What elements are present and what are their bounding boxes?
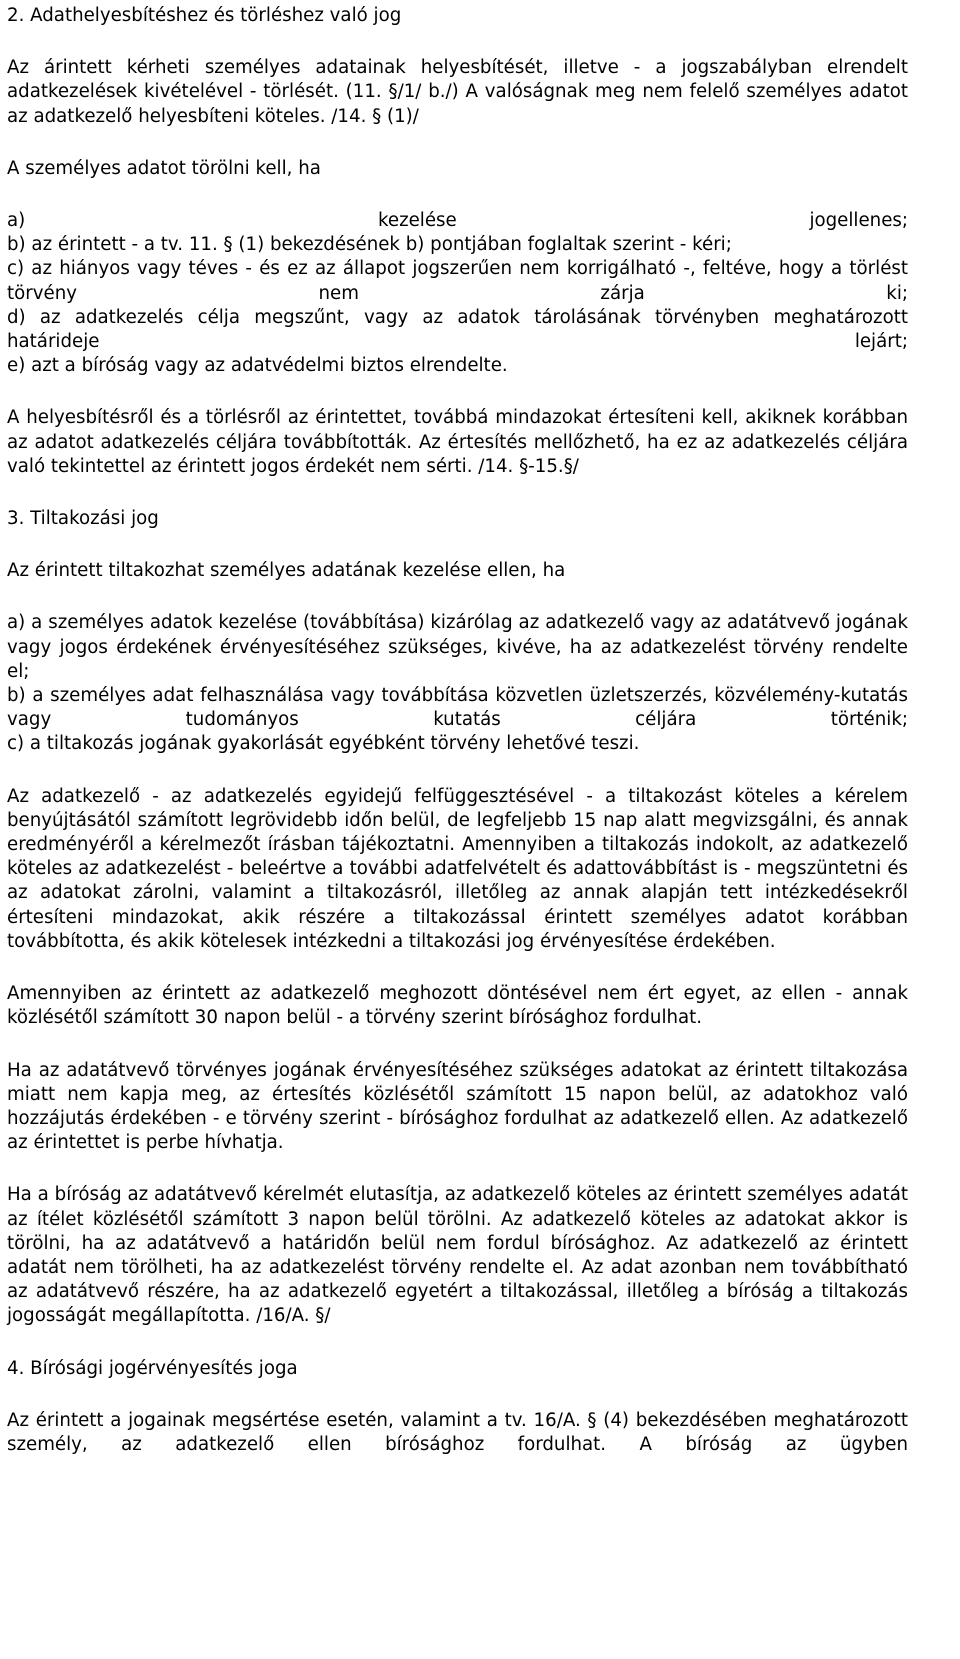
section-2-paragraph-3: A helyesbítésről és a törlésről az érintettet, továbbá mindazokat értesíteni kell, akiknek korábban az adatot adatkezelés céljára továbbították. Az értesítés mellőzhető, ha ez az adatkezelés céljára való tekintettel az érintett jogos érdekét nem sérti. /14. §-15.§/ [7,407,908,477]
section-3-paragraph-3: Amennyiben az érintett az adatkezelő meghozott döntésével nem ért egyet, az ellen - annak közlésétől számított 30 napon belül - a törvény szerint bírósághoz fordulhat. [7,983,908,1029]
section-3-paragraph-4: Ha az adatátvevő törvényes jogának érvényesítéséhez szükséges adatokat az érintett tiltakozása miatt nem kapja meg, az értesítés közlésétől számított 15 napon belül, az adatokhoz való hozzájutás érdekében - e törvény szerint - bírósághoz fordulhat az adatkezelő ellen. Az adatkezelő az érintettet is perbe hívhatja. [7,1059,908,1154]
section-2-paragraph-1: Az árintett kérheti személyes adatainak helyesbítését, illetve - a jogszabályban elrendelt adatkezelések kivételével - törlését. (11. §/1/ b./) A valóságnak meg nem felelő személyes adatot az adatkezelő helyesbíteni köteles. /14. § (1)/ [7,57,908,127]
section-4-paragraph-1: Az érintett a jogainak megsértése esetén, valamint a tv. 16/A. § (4) bekezdésében meghatározott személy, az adatkezelő ellen bírósághoz fordulhat. A bíróság az ügyben [7,1409,908,1455]
section-2-heading: 2. Adathelyesbítéshez és törléshez való jog [7,5,402,26]
section-3-paragraph-1: Az érintett tiltakozhat személyes adatának kezelése ellen, ha [7,560,566,582]
deletion-conditions-list [7,209,908,378]
list-item: e) azt a bíróság vagy az adatvédelmi biztos elrendelte. [7,355,508,377]
section-3-paragraph-5: Ha a bíróság az adatátvevő kérelmét elutasítja, az adatkezelő köteles az érintett személyes adatát az ítélet közlésétől számított 3 napon belül törölni. Az adatkezelő köteles az adatokat akkor is törölni, ha az adatátvevő a határidőn belül nem fordul bírósághoz. Az adatkezelő az érintett adatát nem törölheti, ha az adatkezelést törvény rendelte el. Az adat azonban nem továbbítható az adatátvevő részére, ha az adatkezelő egyetért a tiltakozással, illetőleg a bíróság a tiltakozás jogosságát megállapította. /16/A. §/ [7,1184,908,1327]
list-item: d) az adatkezelés célja megszűnt, vagy az adatok tárolásának törvényben meghatározott határideje lejárt; [7,306,908,353]
section-3-heading: 3. Tiltakozási jog [7,508,159,530]
list-item: c) a tiltakozás jogának gyakorlását egyébként törvény lehetővé teszi. [7,733,640,755]
list-item: a) a személyes adatok kezelése (továbbítása) kizárólag az adatkezelő vagy az adatátvevő jogának vagy jogos érdekének érvényesítéséhez szükséges, kivéve, ha az adatkezelést törvény rendelte el; [7,612,908,682]
list-item: a) kezelése jogellenes; [7,210,908,232]
section-3-paragraph-2: Az adatkezelő - az adatkezelés egyidejű felfüggesztésével - a tiltakozást köteles a kérelem benyújtásától számított legrövidebb időn belül, de legfeljebb 15 nap alatt megvizsgálni, és annak eredményéről a kérelmezőt írásban tájékoztatni. Amennyiben a tiltakozás indokolt, az adatkezelő köteles az adatkezelést - beleértve a további adatfelvételt és adattovábbítást is - megszüntetni és az adatokat zárolni, valamint a tiltakozásról, illetőleg az annak alapján tett intézkedésekről értesíteni mindazokat, akik részére a tiltakozással érintett személyes adatot korábban továbbította, és akik kötelesek intézkedni a tiltakozási jog érvényesítése érdekében. [7,785,908,952]
list-item: c) az hiányos vagy téves - és ez az állapot jogszerűen nem korrigálható -, feltéve, hogy a törlést törvény nem zárja ki; [7,258,908,304]
section-4-heading: 4. Bírósági jogérvényesítés joga [7,1357,298,1379]
list-item: b) a személyes adat felhasználása vagy továbbítása közvetlen üzletszerzés, közvélemény-kutatás vagy tudományos kutatás céljára történik; [7,685,908,731]
section-2-paragraph-2: A személyes adatot törölni kell, ha [7,157,321,179]
objection-conditions-list [7,611,908,756]
list-item: b) az érintett - a tv. 11. § (1) bekezdésének b) pontjában foglaltak szerint - kéri; [7,234,732,256]
